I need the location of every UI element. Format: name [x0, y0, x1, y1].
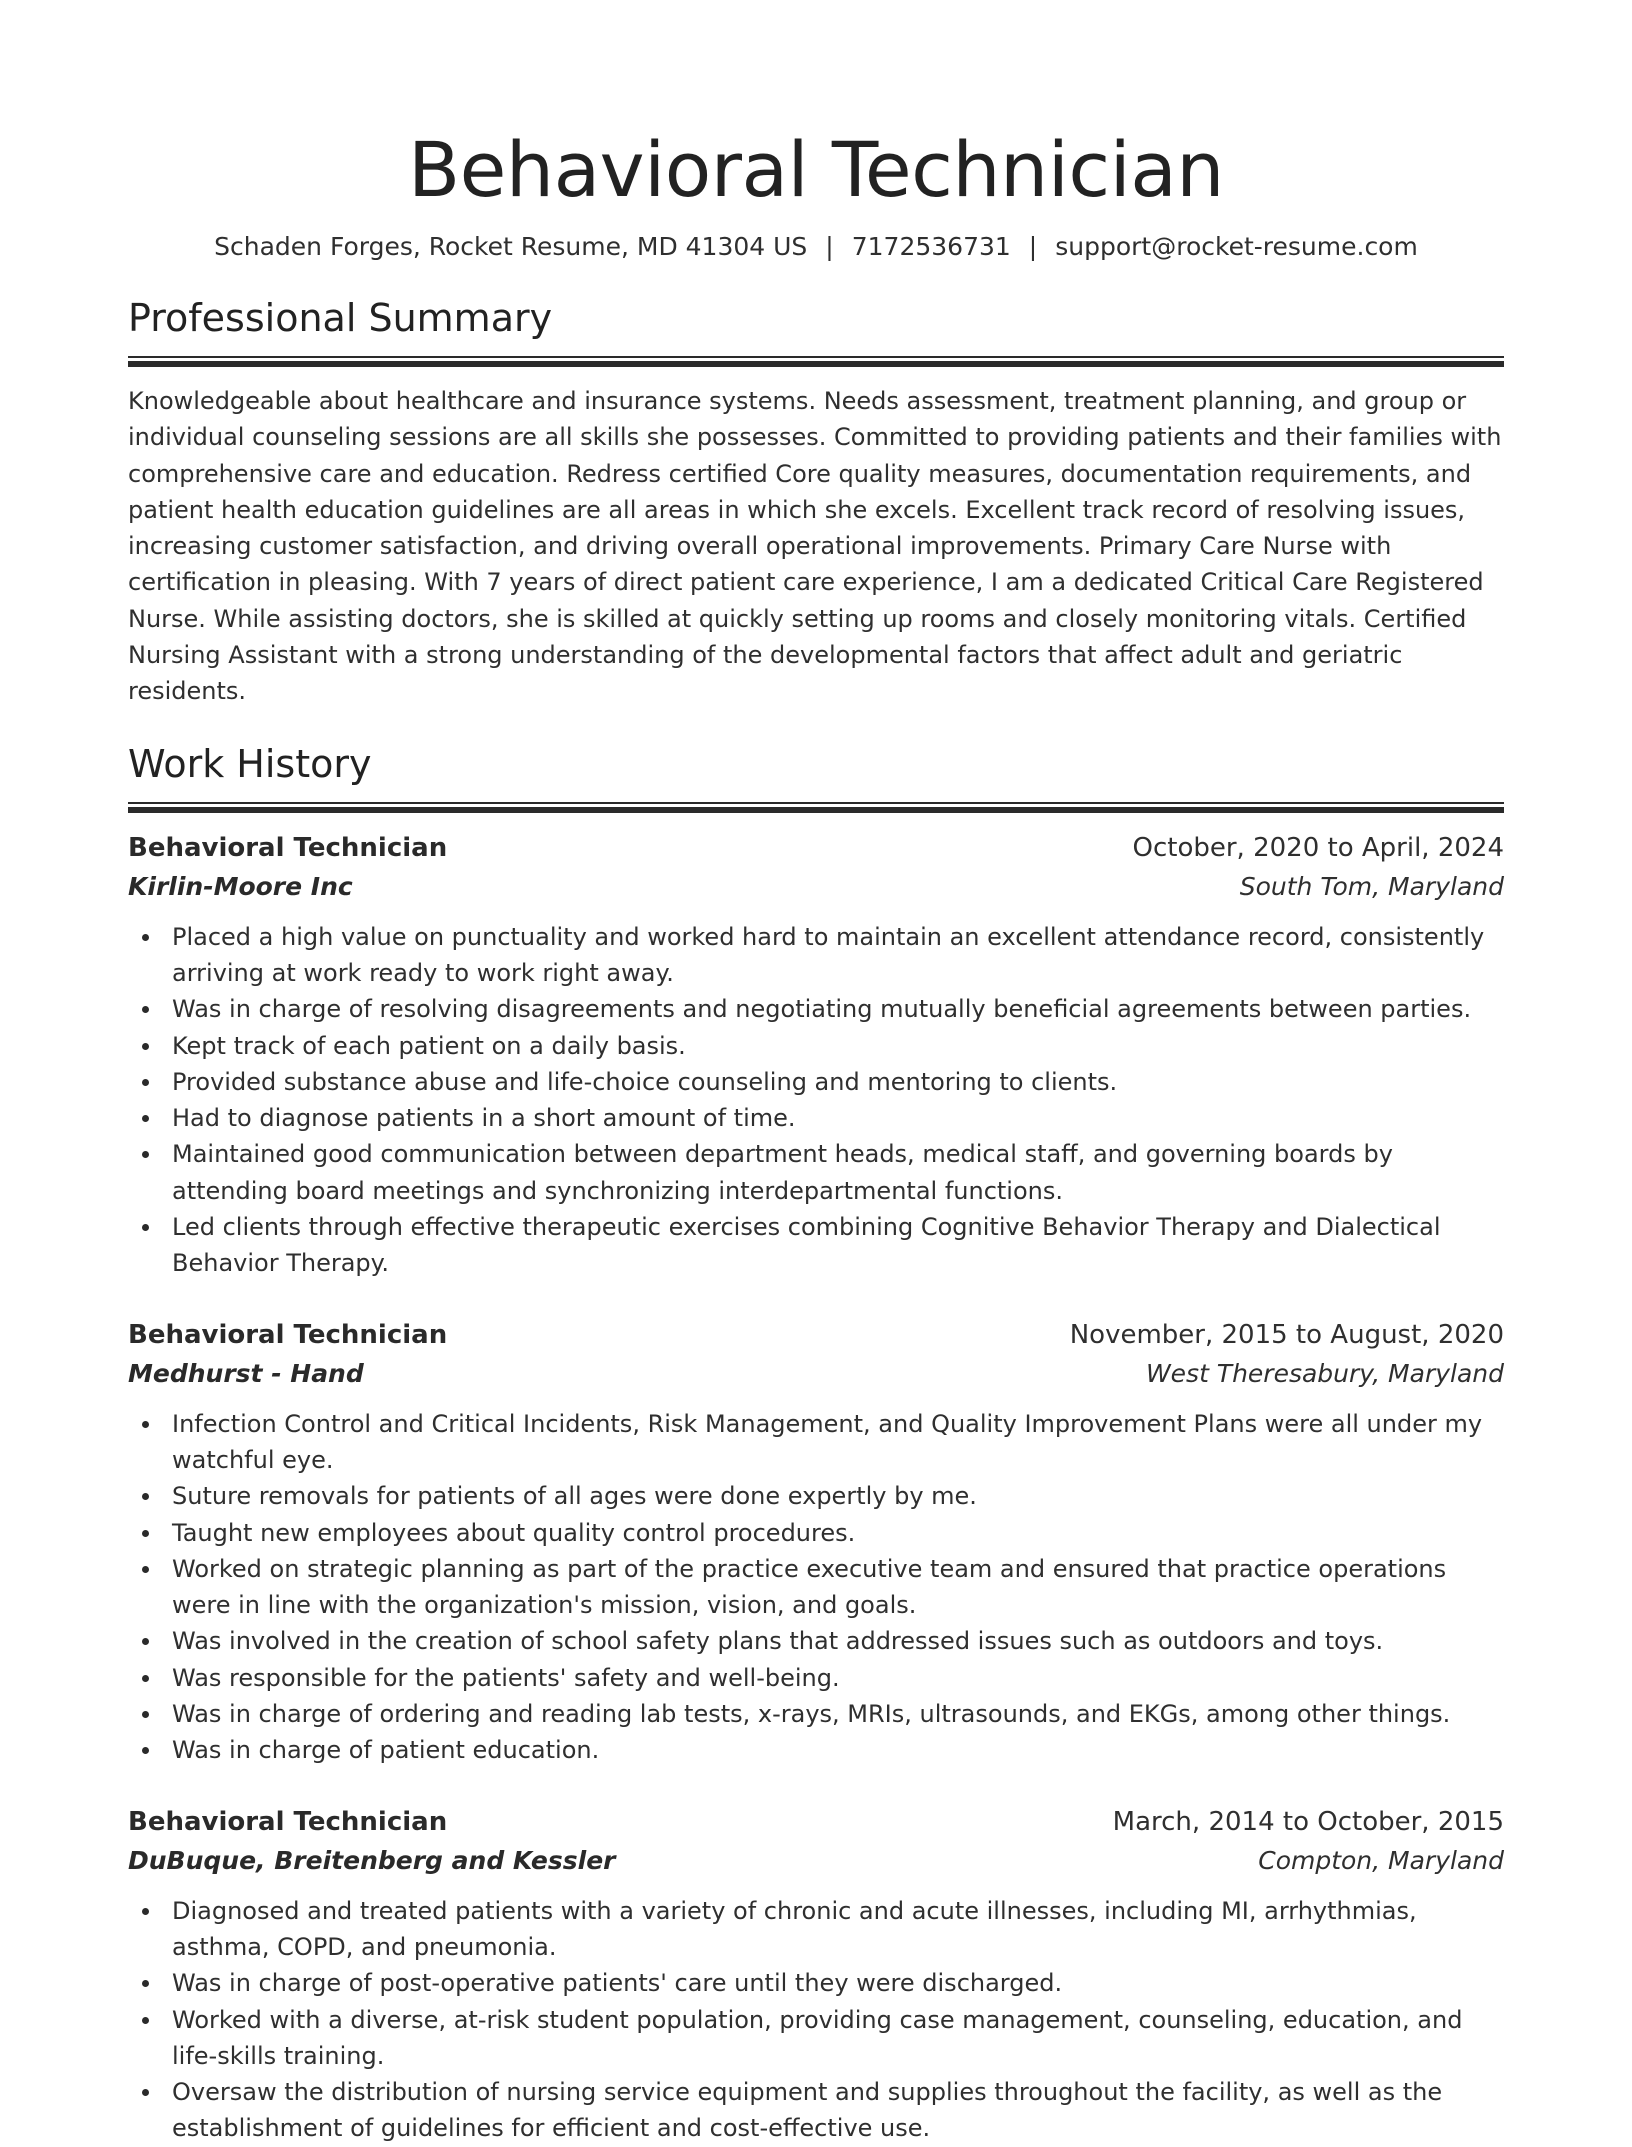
job-bullet: Suture removals for patients of all ages were done expertly by me. [172, 1478, 1504, 1514]
section-heading-work: Work History [128, 741, 372, 786]
job-bullet: Infection Control and Critical Incidents, Risk Management, and Quality Improvement Plans were all under my watchful eye. [172, 1406, 1504, 1479]
section-divider [128, 802, 1504, 813]
contact-email: support@rocket-resume.com [1055, 232, 1418, 261]
job-title: Behavioral Technician [128, 1319, 448, 1350]
contact-address: Schaden Forges, Rocket Resume, MD 41304 US [214, 232, 808, 261]
job-bullet-list [128, 1406, 1504, 1769]
job-company-row [128, 1354, 1504, 1394]
job-company-row [128, 1841, 1504, 1881]
job-bullet-list [128, 919, 1504, 1282]
section-heading-summary: Professional Summary [128, 296, 553, 340]
job-bullet: Oversaw the distribution of nursing service equipment and supplies throughout the facility, as well as the establishment of guidelines for efficient and cost-effective use. [172, 2074, 1504, 2147]
job-entry [128, 1316, 1504, 1769]
job-bullet: Was involved in the creation of school safety plans that addressed issues such as outdoors and toys. [172, 1623, 1504, 1659]
job-bullet: Provided substance abuse and life-choice counseling and mentoring to clients. [172, 1064, 1504, 1100]
contact-separator: | [1028, 232, 1038, 261]
job-company: Medhurst - Hand [128, 1358, 364, 1388]
job-bullet: Taught new employees about quality control procedures. [172, 1515, 1504, 1551]
job-title: Behavioral Technician [128, 1806, 448, 1837]
page-title: Behavioral Technician [408, 125, 1224, 214]
section-divider [128, 356, 1504, 367]
job-header-row [128, 1316, 1504, 1354]
job-location: Compton, Maryland [1258, 1845, 1504, 1875]
job-company-row [128, 867, 1504, 907]
work-history-section [128, 740, 1504, 2147]
contact-line [128, 230, 1504, 264]
job-entry [128, 1803, 1504, 2147]
job-bullet: Diagnosed and treated patients with a variety of chronic and acute illnesses, including MI, arrhythmias, asthma, COPD, and pneumonia. [172, 1893, 1504, 1966]
resume-page [128, 0, 1504, 2147]
job-bullet: Led clients through effective therapeutic exercises combining Cognitive Behavior Therapy and Dialectical Behavior Therapy. [172, 1209, 1504, 1282]
job-bullet: Was in charge of resolving disagreements and negotiating mutually beneficial agreements between parties. [172, 991, 1504, 1027]
job-dates: November, 2015 to August, 2020 [1069, 1319, 1504, 1350]
contact-phone: 7172536731 [851, 232, 1011, 261]
job-bullet: Placed a high value on punctuality and worked hard to maintain an excellent attendance record, consistently arriving at work ready to work right away. [172, 919, 1504, 992]
job-entry [128, 829, 1504, 1282]
job-title: Behavioral Technician [128, 832, 448, 863]
job-dates: March, 2014 to October, 2015 [1112, 1806, 1504, 1837]
job-location: West Theresabury, Maryland [1145, 1358, 1504, 1388]
job-company: Kirlin-Moore Inc [128, 871, 353, 901]
job-dates: October, 2020 to April, 2024 [1132, 832, 1504, 863]
summary-text: Knowledgeable about healthcare and insurance systems. Needs assessment, treatment planning, and group or individual counseling sessions are all skills she possesses. Committed to providing patients and their families with comprehensive care and education. Redress certified Core quality measures, documentation requirements, and patient health education guidelines are all areas in which she excels. Excellent track record of resolving issues, increasing customer satisfaction, and driving overall operational improvements. Primary Care Nurse with certification in pleasing. With 7 years of direct patient care experience, I am a dedicated Critical Care Registered Nurse. While assisting doctors, she is skilled at quickly setting up rooms and closely monitoring vitals. Certified Nursing Assistant with a strong understanding of the developmental factors that affect adult and geriatric residents. [128, 387, 1502, 706]
job-location: South Tom, Maryland [1239, 871, 1504, 901]
job-bullet: Maintained good communication between department heads, medical staff, and governing boards by attending board meetings and synchronizing interdepartmental functions. [172, 1136, 1504, 1209]
job-bullet: Had to diagnose patients in a short amount of time. [172, 1100, 1504, 1136]
job-header-row [128, 829, 1504, 867]
job-bullet-list [128, 1893, 1504, 2147]
job-bullet: Worked on strategic planning as part of the practice executive team and ensured that practice operations were in line with the organization's mission, vision, and goals. [172, 1551, 1504, 1624]
job-bullet: Was in charge of post-operative patients' care until they were discharged. [172, 1965, 1504, 2001]
job-bullet: Worked with a diverse, at-risk student population, providing case management, counseling, education, and life-skills training. [172, 2002, 1504, 2075]
job-bullet: Kept track of each patient on a daily basis. [172, 1028, 1504, 1064]
job-header-row [128, 1803, 1504, 1841]
job-company: DuBuque, Breitenberg and Kessler [128, 1845, 616, 1875]
job-bullet: Was in charge of ordering and reading lab tests, x-rays, MRIs, ultrasounds, and EKGs, among other things. [172, 1696, 1504, 1732]
job-bullet: Was responsible for the patients' safety and well-being. [172, 1660, 1504, 1696]
job-bullet: Was in charge of patient education. [172, 1732, 1504, 1768]
contact-separator: | [825, 232, 834, 261]
professional-summary-section [128, 294, 1504, 710]
